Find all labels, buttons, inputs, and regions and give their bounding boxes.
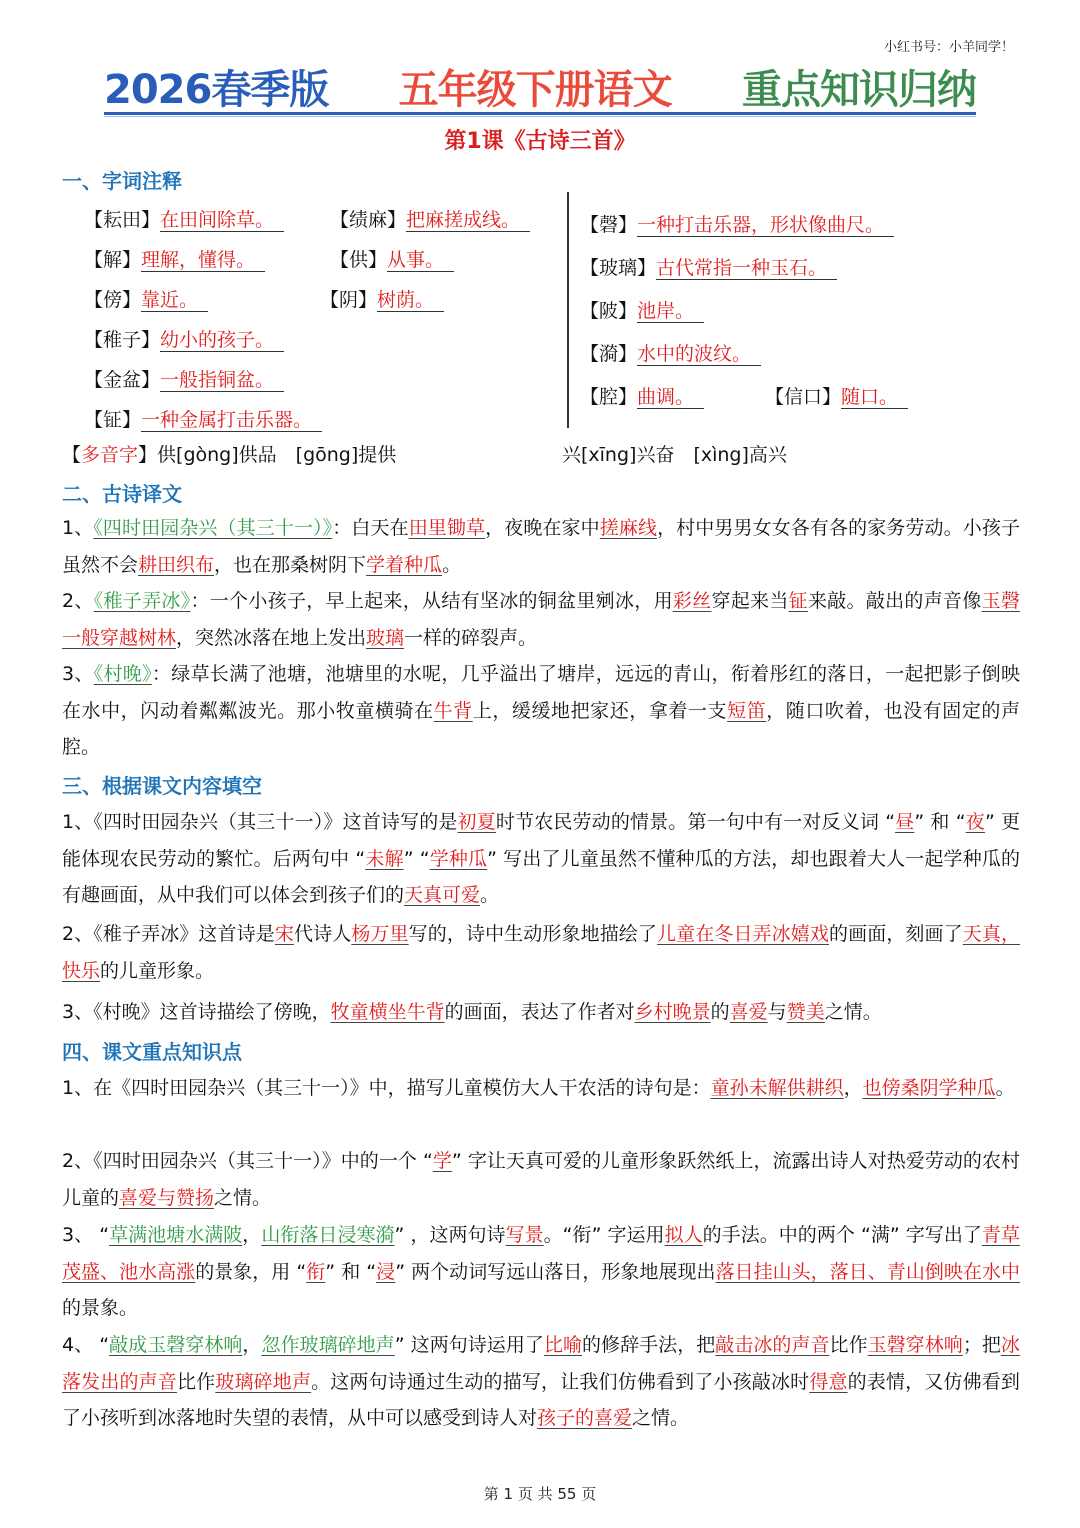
knowledge-paragraph: 4、 “敲成玉磬穿林响，忽作玻璃碎地声” 这两句诗运用了比喻的修辞手法，把敲击冰的声音比作玉磬穿林响；把冰落发出的声音比作玻璃碎地声。这两句诗通过生动的描写，让我们仿佛看到了小孩敲冰时得意的表情，又仿佛看到了小孩听到冰落地时失望的表情，从中可以感受到诗人对孩子的喜爱之情。 <box>62 1334 1020 1429</box>
watermark: 小红书号：小羊同学！ <box>883 40 1014 55</box>
translation-paragraph: 2、《稚子弄冰》：一个小孩子，早上起来，从结有坚冰的铜盆里剜冰，用彩丝穿起来当钲来敲。敲出的声音像玉磬一般穿越树林，突然冰落在地上发出玻璃一样的碎裂声。 <box>62 590 1020 649</box>
title-edition: 2026春季版 <box>104 66 329 113</box>
lesson-title: 第1课《古诗三首》 <box>444 129 636 154</box>
vocab-item: 【傍】靠近。 <box>84 285 208 312</box>
knowledge-paragraph: 1、在《四时田园杂兴（其三十一）》中，描写儿童模仿大人干农活的诗句是：童孙未解供耕织，也傍桑阴学种瓜。 <box>62 1077 1015 1099</box>
fill-paragraph: 1、《四时田园杂兴（其三十一）》这首诗写的是初夏时节农民劳动的情景。第一句中有一对反义词 “昼” 和 “夜” 更能体现农民劳动的繁忙。后两句中 “未解” “学种瓜” 写出了儿童虽然不懂种瓜的方法，却也跟着大人一起学种瓜的有趣画面，从中我们可以体会到孩子们的天真可爱。 <box>62 811 1020 906</box>
vocab-item: 【陂】池岸。 <box>580 296 704 323</box>
title-summary: 重点知识归纳 <box>741 66 976 113</box>
knowledge-paragraph: 3、 “草满池塘水满陂，山衔落日浸寒漪” ，这两句诗写景。“衔” 字运用拟人的手法。中的两个 “满” 字写出了青草茂盛、池水高涨的景象，用 “衔” 和 “浸” 两个动词写远山落日，形象地展现出落日挂山头，落日、青山倒映在水中的景象。 <box>62 1224 1020 1319</box>
vocab-item: 【绩麻】把麻搓成线。 <box>330 205 530 232</box>
vocab-item: 【腔】曲调。 <box>580 382 704 409</box>
section-heading-key-points: 四、课文重点知识点 <box>62 1040 242 1064</box>
title-divider <box>104 112 976 115</box>
page-number: 第 1 页 共 55 页 <box>483 1485 597 1503</box>
polyphone-row: 【多音字】供[gòng]供品 [gōng]提供 兴[xīng]兴奋 [xìng]高兴 <box>62 444 787 466</box>
vocab-item: 【漪】水中的波纹。 <box>580 339 761 366</box>
vocab-item: 【供】从事。 <box>330 245 454 272</box>
vocab-item: 【信口】随口。 <box>765 382 908 409</box>
vocab-item: 【钲】一种金属打击乐器。 <box>84 405 322 432</box>
section-heading-translation: 二、古诗译文 <box>62 482 182 506</box>
document-title <box>104 60 976 112</box>
vocab-item: 【稚子】幼小的孩子。 <box>84 325 284 352</box>
fill-paragraph: 3、《村晚》这首诗描绘了傍晚，牧童横坐牛背的画面，表达了作者对乡村晚景的喜爱与赞美之情。 <box>62 1001 882 1023</box>
title-grade: 五年级下册语文 <box>398 66 672 113</box>
column-divider <box>567 192 569 428</box>
fill-paragraph: 2、《稚子弄冰》这首诗是宋代诗人杨万里写的，诗中生动形象地描绘了儿童在冬日弄冰嬉戏的画面，刻画了天真，快乐的儿童形象。 <box>62 923 1020 982</box>
title-divider-light <box>104 116 976 117</box>
vocab-item: 【磬】一种打击乐器，形状像曲尺。 <box>580 210 894 237</box>
knowledge-paragraph: 2、《四时田园杂兴（其三十一）》中的一个 “学” 字让天真可爱的儿童形象跃然纸上，流露出诗人对热爱劳动的农村儿童的喜爱与赞扬之情。 <box>62 1150 1020 1209</box>
vocab-item: 【解】理解，懂得。 <box>84 245 265 272</box>
section-heading-fill-blanks: 三、根据课文内容填空 <box>62 774 262 798</box>
vocab-item: 【阴】树荫。 <box>320 285 444 312</box>
translation-paragraph: 1、《四时田园杂兴（其三十一）》：白天在田里锄草，夜晚在家中搓麻线，村中男男女女各有各的家务劳动。小孩子虽然不会耕田织布，也在那桑树阴下学着种瓜。 <box>62 517 1020 576</box>
vocab-item: 【玻璃】古代常指一种玉石。 <box>580 253 837 280</box>
vocab-item: 【耘田】在田间除草。 <box>84 205 284 232</box>
translation-paragraph: 3、《村晚》：绿草长满了池塘，池塘里的水呢，几乎溢出了塘岸，远远的青山，衔着彤红的落日，一起把影子倒映在水中，闪动着粼粼波光。那小牧童横骑在牛背上，缓缓地把家还，拿着一支短笛，随口吹着，也没有固定的声腔。 <box>62 663 1020 758</box>
vocab-item: 【金盆】一般指铜盆。 <box>84 365 284 392</box>
section-heading-vocab: 一、字词注释 <box>62 169 182 193</box>
